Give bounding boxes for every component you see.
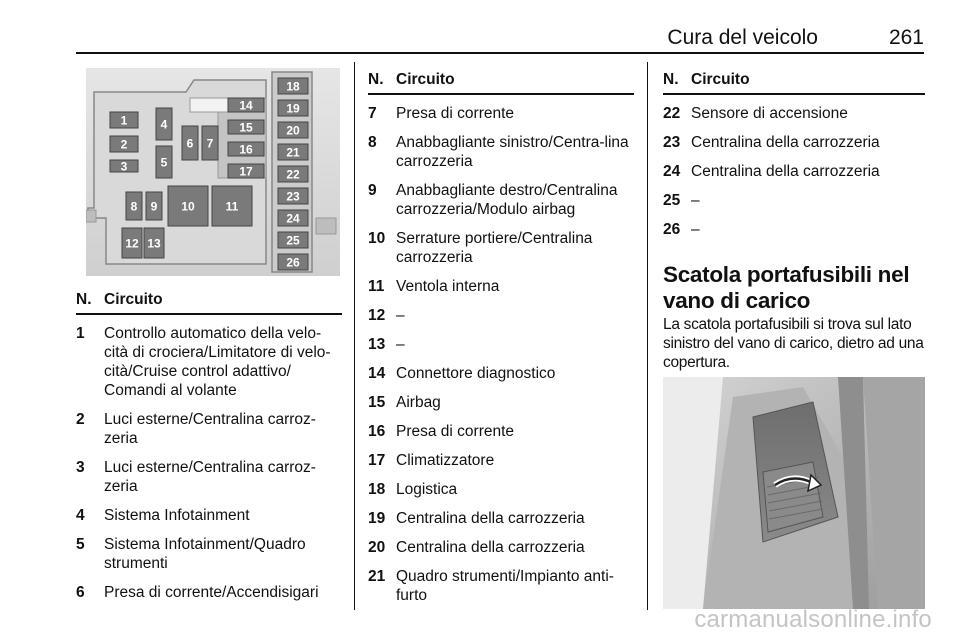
row-circuit: Airbag xyxy=(396,394,441,411)
row-circuit: Logistica xyxy=(396,481,458,498)
row-number: 2 xyxy=(76,411,85,428)
table-row xyxy=(76,583,342,602)
table-row xyxy=(368,104,634,123)
fuse-label: 15 xyxy=(239,120,253,135)
row-circuit: Presa di corrente xyxy=(396,423,515,440)
row-circuit: Connettore diagnostico xyxy=(396,365,556,382)
row-circuit: Anabbagliante sinistro/Centra-lina carrozzeria xyxy=(396,134,629,170)
table-row xyxy=(368,567,634,605)
section-body: La scatola portafusibili si trova sul lato sinistro del vano di carico, dietro ad una copertura. xyxy=(663,316,924,371)
circuit-table-col2 xyxy=(368,70,634,615)
row-circuit: Luci esterne/Centralina carroz-zeria xyxy=(104,459,316,495)
row-number: 15 xyxy=(368,394,386,411)
table-row xyxy=(76,535,342,573)
row-circuit: Controllo automatico della velo-cità di crociera/Limitatore di velo-cità/Cruise control adattivo/ Comandi al volante xyxy=(104,325,331,399)
table-row xyxy=(76,458,342,496)
fuse-label: 10 xyxy=(181,199,195,214)
table-row xyxy=(368,181,634,219)
row-circuit: – xyxy=(396,336,405,353)
row-circuit: Sensore di accensione xyxy=(691,105,848,122)
row-number: 16 xyxy=(368,423,386,440)
table-header xyxy=(76,290,342,315)
fuse-label: 12 xyxy=(125,236,139,251)
header-num: N. xyxy=(663,71,679,88)
fuse-label: 14 xyxy=(239,98,253,113)
fuse-label: 1 xyxy=(120,113,128,128)
row-circuit: Presa di corrente/Accendisigari xyxy=(104,584,319,601)
header-num: N. xyxy=(76,291,92,308)
table-row xyxy=(368,509,634,528)
page-number: 261 xyxy=(888,26,924,49)
row-number: 3 xyxy=(76,459,85,476)
fuse-label: 23 xyxy=(286,189,300,204)
fuse-label: 21 xyxy=(286,145,300,160)
row-number: 8 xyxy=(368,134,377,151)
fuse-label: 18 xyxy=(286,79,300,94)
row-circuit: – xyxy=(691,221,700,238)
table-row xyxy=(368,335,634,354)
watermark: carmanualsonline.info xyxy=(694,606,932,633)
circuit-table-col1 xyxy=(76,290,342,612)
row-circuit: Ventola interna xyxy=(396,278,500,295)
table-header xyxy=(368,70,634,95)
row-number: 1 xyxy=(76,325,85,342)
fuse-label: 20 xyxy=(286,123,300,138)
row-circuit: Sistema Infotainment xyxy=(104,507,250,524)
row-number: 25 xyxy=(663,192,681,209)
table-row xyxy=(76,324,342,400)
fuse-label: 11 xyxy=(225,199,239,214)
table-row xyxy=(663,104,925,123)
page-header-title: Cura del veicolo xyxy=(667,26,818,49)
table-row xyxy=(76,410,342,448)
table-row xyxy=(663,133,925,152)
row-number: 11 xyxy=(368,278,385,295)
header-circuit: Circuito xyxy=(396,71,455,88)
circuit-table-col3 xyxy=(663,70,925,249)
table-row xyxy=(368,306,634,325)
section-title: Scatola portafusibili nel vano di carico xyxy=(663,262,910,313)
fuse-label: 2 xyxy=(120,137,128,152)
fuse-label: 8 xyxy=(130,199,138,214)
column-divider xyxy=(647,62,648,610)
fuse-label: 13 xyxy=(147,236,161,251)
row-number: 5 xyxy=(76,536,85,553)
row-circuit: – xyxy=(691,192,700,209)
fuse-label: 5 xyxy=(160,155,168,170)
row-circuit: Centralina della carrozzeria xyxy=(691,134,880,151)
row-circuit: Centralina della carrozzeria xyxy=(396,539,585,556)
row-number: 24 xyxy=(663,163,681,180)
row-circuit: Quadro strumenti/Impianto anti-furto xyxy=(396,568,614,604)
fuse-label: 17 xyxy=(239,164,253,179)
row-circuit: Presa di corrente xyxy=(396,105,515,122)
cargo-area-photo xyxy=(663,377,925,609)
table-row xyxy=(76,506,342,525)
row-number: 18 xyxy=(368,481,386,498)
row-number: 19 xyxy=(368,510,386,527)
row-number: 4 xyxy=(76,507,85,524)
table-header xyxy=(663,70,925,95)
header-num: N. xyxy=(368,71,384,88)
row-circuit: Serrature portiere/Centralina carrozzeria xyxy=(396,230,593,266)
fuse-label: 25 xyxy=(286,233,300,248)
table-row xyxy=(663,191,925,210)
fuse-label: 19 xyxy=(286,101,300,116)
row-number: 10 xyxy=(368,230,386,247)
row-number: 7 xyxy=(368,105,377,122)
table-row xyxy=(368,133,634,171)
row-circuit: Centralina della carrozzeria xyxy=(396,510,585,527)
table-row xyxy=(368,480,634,499)
table-row xyxy=(368,229,634,267)
row-circuit: Sistema Infotainment/Quadro strumenti xyxy=(104,536,306,572)
row-circuit: Climatizzatore xyxy=(396,452,495,469)
row-number: 13 xyxy=(368,336,386,353)
row-circuit: Anabbagliante destro/Centralina carrozzeria/Modulo airbag xyxy=(396,182,618,218)
fuse-label: 9 xyxy=(150,199,158,214)
fuse-label: 4 xyxy=(160,117,168,132)
fuse-label: 16 xyxy=(239,142,253,157)
fuse-label: 22 xyxy=(286,167,300,182)
row-number: 20 xyxy=(368,539,386,556)
row-number: 23 xyxy=(663,134,681,151)
table-row xyxy=(368,393,634,412)
row-number: 26 xyxy=(663,221,681,238)
table-row xyxy=(663,220,925,239)
table-row xyxy=(368,422,634,441)
row-number: 21 xyxy=(368,568,386,585)
row-number: 22 xyxy=(663,105,681,122)
row-number: 14 xyxy=(368,365,386,382)
header-circuit: Circuito xyxy=(691,71,750,88)
fuse-label: 24 xyxy=(286,211,300,226)
fuse-label: 7 xyxy=(206,136,214,151)
table-row xyxy=(368,277,634,296)
column-divider xyxy=(354,62,355,610)
table-row xyxy=(663,162,925,181)
fuse-label: 6 xyxy=(186,136,194,151)
row-number: 6 xyxy=(76,584,85,601)
row-circuit: Luci esterne/Centralina carroz-zeria xyxy=(104,411,316,447)
table-row xyxy=(368,364,634,383)
table-row xyxy=(368,538,634,557)
fuse-box-diagram xyxy=(86,68,340,276)
table-row xyxy=(368,451,634,470)
row-number: 17 xyxy=(368,452,386,469)
header-circuit: Circuito xyxy=(104,291,163,308)
fuse-label: 26 xyxy=(286,255,300,270)
row-circuit: – xyxy=(396,307,405,324)
header-rule xyxy=(76,52,924,54)
row-number: 12 xyxy=(368,307,386,324)
fuse-label: 3 xyxy=(120,159,128,174)
row-number: 9 xyxy=(368,182,377,199)
row-circuit: Centralina della carrozzeria xyxy=(691,163,880,180)
